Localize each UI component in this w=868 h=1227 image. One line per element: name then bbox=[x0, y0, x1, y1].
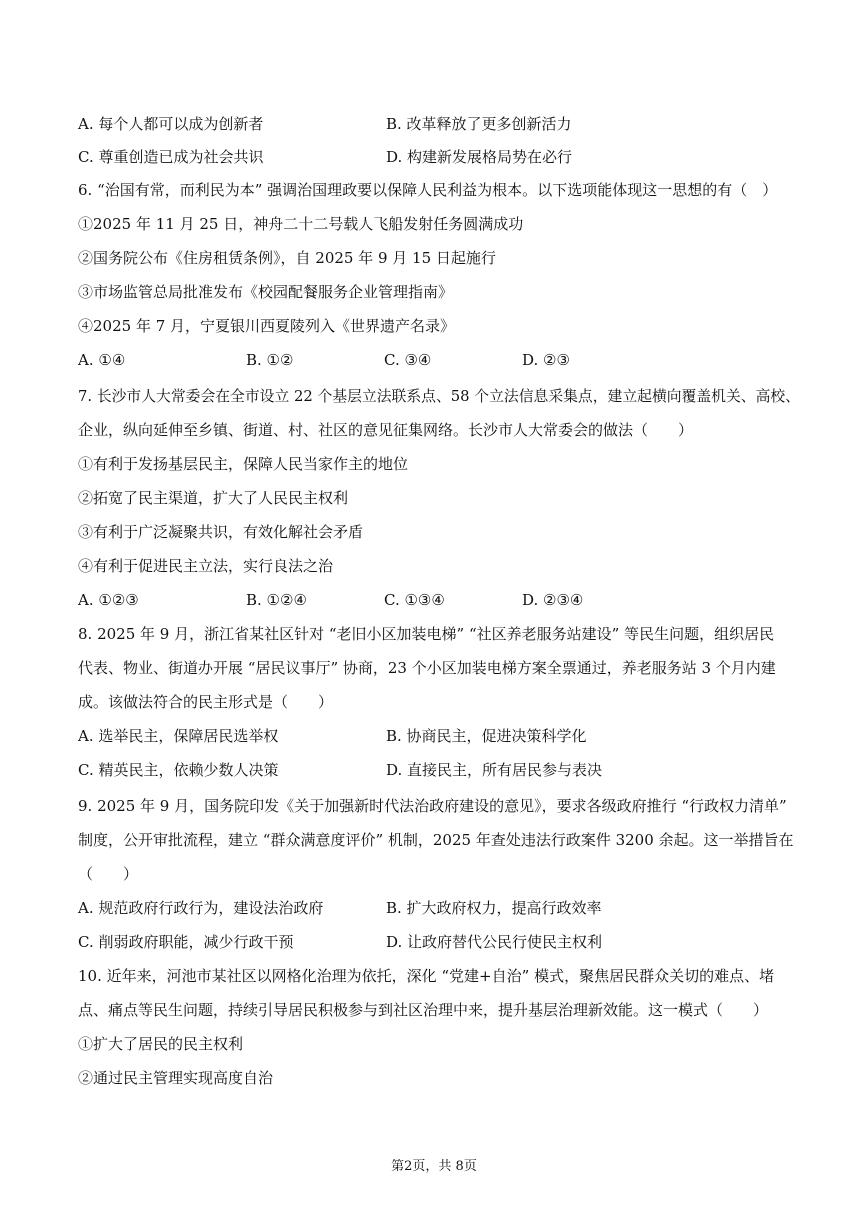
q5-option-d: D. 构建新发展格局势在必行 bbox=[386, 148, 573, 166]
q7-option-a: A. ①②③ bbox=[78, 591, 139, 609]
q6-item-3: ③市场监管总局批准发布《校园配餐服务企业管理指南》 bbox=[78, 283, 454, 301]
q10-item-2: ②通过民主管理实现高度自治 bbox=[78, 1069, 274, 1087]
q6-option-c: C. ③④ bbox=[384, 351, 432, 369]
q6-option-b: B. ①② bbox=[246, 351, 294, 369]
q9-option-c: C. 削弱政府职能，减少行政干预 bbox=[78, 933, 294, 951]
q8-stem-line-3: 成。该做法符合的民主形式是（ ） bbox=[78, 693, 334, 711]
q9-stem-line-2: 制度，公开审批流程，建立 “群众满意度评价” 机制，2025 年查处违法行政案件 3200 余起。这一举措旨在 bbox=[78, 831, 794, 849]
q8-option-a: A. 选举民主，保障居民选举权 bbox=[78, 727, 279, 745]
q7-stem-line-1: 7. 长沙市人大常委会在全市设立 22 个基层立法联系点、58 个立法信息采集点，建立起横向覆盖机关、高校、 bbox=[78, 387, 800, 405]
q6-item-4: ④2025 年 7 月，宁夏银川西夏陵列入《世界遗产名录》 bbox=[78, 317, 456, 335]
q5-option-b: B. 改革释放了更多创新活力 bbox=[386, 115, 572, 133]
q5-option-a: A. 每个人都可以成为创新者 bbox=[78, 115, 264, 133]
q6-option-d: D. ②③ bbox=[522, 351, 570, 369]
q5-option-c: C. 尊重创造已成为社会共识 bbox=[78, 148, 264, 166]
q8-stem-line-2: 代表、物业、街道办开展 “居民议事厅” 协商，23 个小区加装电梯方案全票通过，养老服务站 3 个月内建 bbox=[78, 659, 776, 677]
q7-option-b: B. ①②④ bbox=[246, 591, 307, 609]
q7-item-1: ①有利于发扬基层民主，保障人民当家作主的地位 bbox=[78, 455, 409, 473]
q8-option-b: B. 协商民主，促进决策科学化 bbox=[386, 727, 587, 745]
q7-item-4: ④有利于促进民主立法，实行良法之治 bbox=[78, 557, 334, 575]
q6-stem: 6. “治国有常，而利民为本” 强调治国理政要以保障人民利益为根本。以下选项能体现这一思想的有（ ） bbox=[78, 181, 778, 199]
q10-item-1: ①扩大了居民的民主权利 bbox=[78, 1035, 244, 1053]
q7-option-c: C. ①③④ bbox=[384, 591, 445, 609]
q8-stem-line-1: 8. 2025 年 9 月，浙江省某社区针对 “老旧小区加装电梯” “社区养老服务站建设” 等民生问题，组织居民 bbox=[78, 625, 775, 643]
q6-option-a: A. ①④ bbox=[78, 351, 126, 369]
q8-option-c: C. 精英民主，依赖少数人决策 bbox=[78, 761, 279, 779]
q8-option-d: D. 直接民主，所有居民参与表决 bbox=[386, 761, 603, 779]
q7-stem-line-2: 企业，纵向延伸至乡镇、街道、村、社区的意见征集网络。长沙市人大常委会的做法（ ） bbox=[78, 421, 694, 439]
q10-stem-line-1: 10. 近年来，河池市某社区以网格化治理为依托，深化 “党建+自治” 模式，聚焦居民群众关切的难点、堵 bbox=[78, 967, 775, 985]
q9-stem-line-3: （ ） bbox=[78, 865, 139, 883]
q7-item-3: ③有利于广泛凝聚共识，有效化解社会矛盾 bbox=[78, 523, 364, 541]
q9-option-a: A. 规范政府行政行为，建设法治政府 bbox=[78, 899, 324, 917]
q9-option-b: B. 扩大政府权力，提高行政效率 bbox=[386, 899, 602, 917]
q7-item-2: ②拓宽了民主渠道，扩大了人民民主权利 bbox=[78, 489, 349, 507]
q9-option-d: D. 让政府替代公民行使民主权利 bbox=[386, 933, 603, 951]
q9-stem-line-1: 9. 2025 年 9 月，国务院印发《关于加强新时代法治政府建设的意见》，要求各级政府推行 “行政权力清单” bbox=[78, 797, 787, 815]
q6-item-2: ②国务院公布《住房租赁条例》，自 2025 年 9 月 15 日起施行 bbox=[78, 249, 496, 267]
q7-option-d: D. ②③④ bbox=[522, 591, 584, 609]
q6-item-1: ①2025 年 11 月 25 日，神舟二十二号载人飞船发射任务圆满成功 bbox=[78, 215, 524, 233]
q10-stem-line-2: 点、痛点等民生问题，持续引导居民积极参与到社区治理中来，提升基层治理新效能。这一模式（ ） bbox=[78, 1001, 769, 1019]
page-number-footer: 第2页，共 8页 bbox=[391, 1159, 477, 1174]
